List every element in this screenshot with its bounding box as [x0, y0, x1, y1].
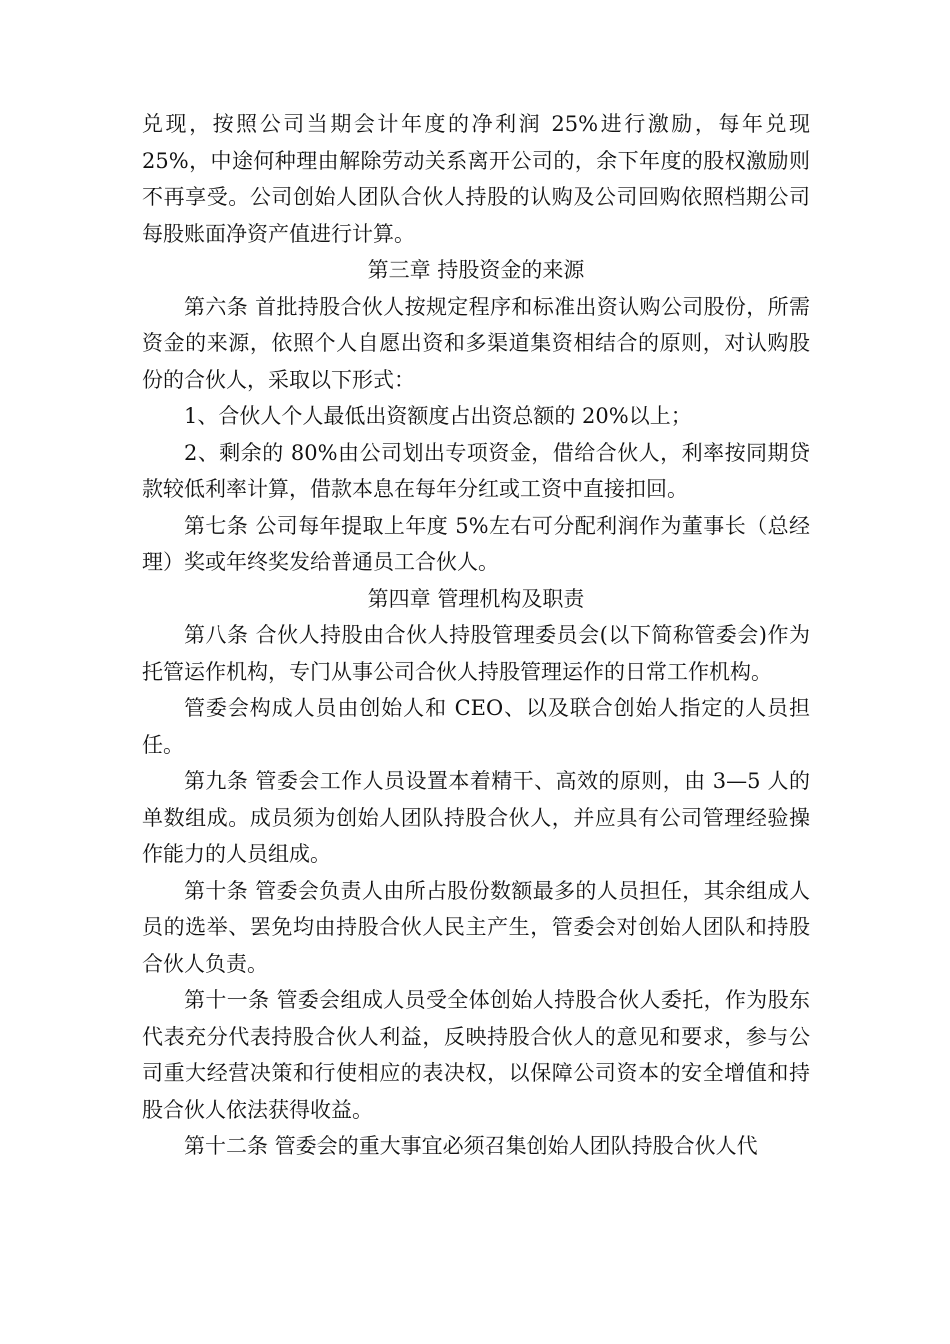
- article-9: 第九条 管委会工作人员设置本着精干、高效的原则，由 3—5 人的单数组成。成员须为创始人团队持股合伙人，并应具有公司管理经验操作能力的人员组成。: [142, 769, 810, 866]
- document-body: [142, 106, 810, 1165]
- article-6: 第六条 首批持股合伙人按规定程序和标准出资认购公司股份，所需资金的来源，依照个人自愿出资和多渠道集资相结合的原则，对认购股份的合伙人，采取以下形式：: [142, 294, 810, 392]
- article-8-continued: 管委会构成人员由创始人和 CEO、以及联合创始人指定的人员担任。: [142, 696, 810, 757]
- article-11: 第十一条 管委会组成人员受全体创始人持股合伙人委托，作为股东代表充分代表持股合伙人利益，反映持股合伙人的意见和要求，参与公司重大经营决策和行使相应的表决权，以保障公司资本的安全增值和持股合伙人依法获得收益。: [142, 988, 810, 1122]
- article-6-item-1: 1、合伙人个人最低出资额度占出资总额的 20%以上；: [184, 404, 692, 428]
- article-6-item-2: 2、剩余的 80%由公司划出专项资金，借给合伙人，利率按同期贷款较低利率计算，借款本息在每年分红或工资中直接扣回。: [142, 440, 810, 501]
- article-7: 第七条 公司每年提取上年度 5%左右可分配利润作为董事长（总经理）奖或年终奖发给普通员工合伙人。: [142, 513, 810, 574]
- article-8: 第八条 合伙人持股由合伙人持股管理委员会(以下简称管委会)作为托管运作机构，专门从事公司合伙人持股管理运作的日常工作机构。: [142, 623, 810, 684]
- chapter-heading-4: 第四章 管理机构及职责: [367, 586, 585, 611]
- paragraph-continuation: 兑现，按照公司当期会计年度的净利润 25%进行激励，每年兑现 25%，中途何种理由解除劳动关系离开公司的，余下年度的股权激励则不再享受。公司创始人团队合伙人持股的认购及公司回购依照档期公司每股账面净资产值进行计算。: [142, 112, 810, 246]
- article-10: 第十条 管委会负责人由所占股份数额最多的人员担任，其余组成人员的选举、罢免均由持股合伙人民主产生，管委会对创始人团队和持股合伙人负责。: [142, 878, 810, 976]
- article-12: 第十二条 管委会的重大事宜必须召集创始人团队持股合伙人代: [184, 1134, 758, 1158]
- chapter-heading-3: 第三章 持股资金的来源: [367, 258, 585, 282]
